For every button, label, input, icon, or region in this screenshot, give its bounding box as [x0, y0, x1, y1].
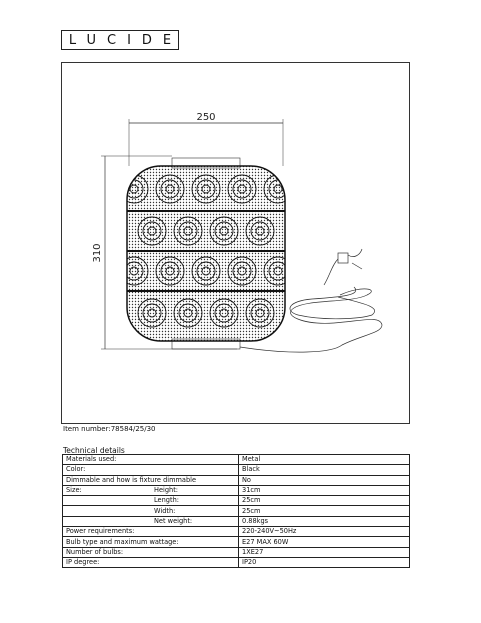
- table-row: [63, 516, 410, 526]
- table-row: [63, 496, 410, 506]
- table-row: [63, 485, 410, 495]
- power-label: Power requirements:: [63, 527, 239, 537]
- power-value: 220-240V~50Hz: [239, 527, 410, 537]
- bulb-label: Bulb type and maximum wattage:: [63, 537, 239, 547]
- item-number: Item number:78584/25/30: [63, 425, 156, 433]
- length-cell: [63, 496, 239, 506]
- color-label: Color:: [63, 465, 239, 475]
- net-weight-value: 0.88kgs: [239, 516, 410, 526]
- dimmable-label: Dimmable and how is fixture dimmable: [63, 475, 239, 485]
- brand-logo-text: LUCIDE: [68, 32, 183, 48]
- width-value: 25cm: [239, 506, 410, 516]
- product-drawing: [61, 62, 410, 424]
- width-cell: [63, 506, 239, 516]
- ip-value: IP20: [239, 557, 410, 567]
- size-height-cell: [63, 485, 239, 495]
- table-row: [63, 475, 410, 485]
- net-weight-cell: [63, 516, 239, 526]
- width-label: Width:: [154, 506, 176, 515]
- table-row: [63, 547, 410, 557]
- materials-value: Metal: [239, 455, 410, 465]
- table-row: [63, 557, 410, 567]
- table-row: [63, 527, 410, 537]
- net-weight-label: Net weight:: [154, 516, 193, 525]
- table-row: [63, 455, 410, 465]
- table-row: [63, 465, 410, 475]
- width-label: 250: [196, 112, 216, 123]
- length-label: Length:: [154, 496, 179, 505]
- num-bulbs-value: 1XE27: [239, 547, 410, 557]
- table-row: [63, 537, 410, 547]
- lamp-drawing-svg: [62, 63, 411, 425]
- length-value: 25cm: [239, 496, 410, 506]
- ip-label: IP degree:: [63, 557, 239, 567]
- color-value: Black: [239, 465, 410, 475]
- bulb-value: E27 MAX 60W: [239, 537, 410, 547]
- spec-table: [62, 454, 410, 568]
- num-bulbs-label: Number of bulbs:: [63, 547, 239, 557]
- table-row: [63, 506, 410, 516]
- technical-details-title: Technical details: [63, 446, 125, 455]
- lamp-shade: [120, 158, 292, 349]
- height-label: 310: [92, 243, 103, 263]
- size-label: Size:: [66, 486, 82, 495]
- height-label: Height:: [154, 486, 179, 495]
- dimmable-value: No: [239, 475, 410, 485]
- materials-label: Materials used:: [63, 455, 239, 465]
- height-value: 31cm: [239, 485, 410, 495]
- brand-logo: [61, 30, 183, 50]
